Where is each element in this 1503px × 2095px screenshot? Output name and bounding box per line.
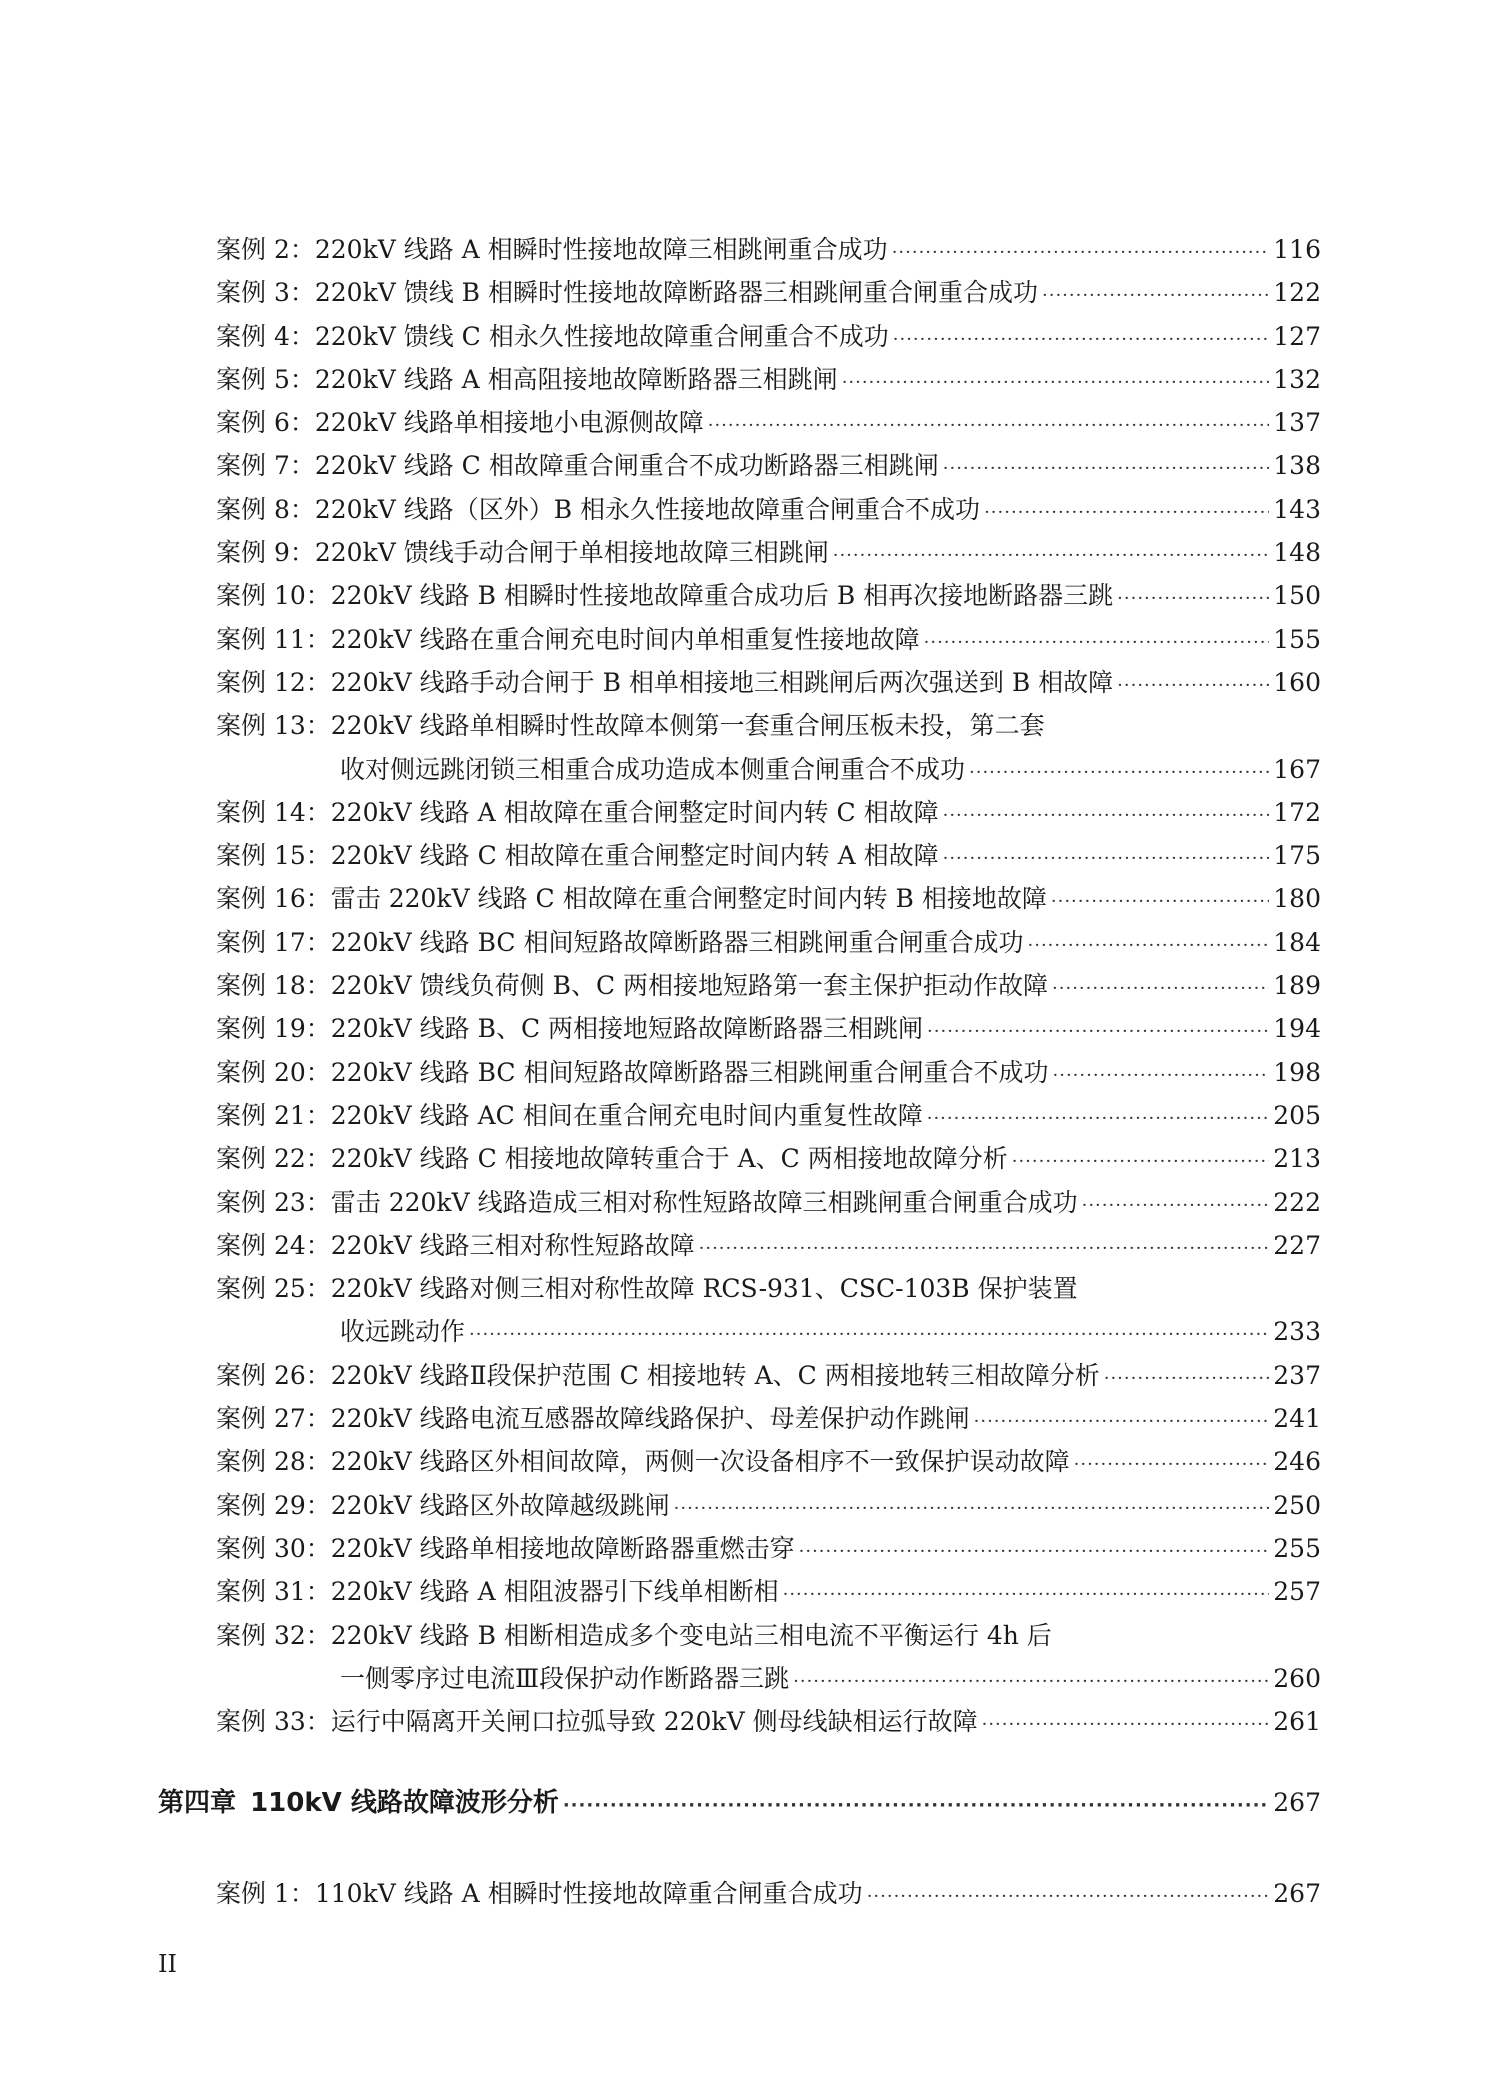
entry-label: 案例 25：	[216, 1274, 331, 1304]
toc-entry[interactable]	[216, 488, 1321, 531]
page-number-footer: II	[158, 1950, 177, 1978]
entry-page-number: 233	[1273, 1317, 1321, 1347]
entry-title: 220kV 线路 B、C 两相接地短路故障断路器三相跳闸	[330, 1014, 924, 1044]
entry-label: 案例 24：	[216, 1230, 331, 1260]
toc-entry[interactable]	[216, 921, 1321, 964]
toc-entry[interactable]	[216, 574, 1321, 617]
toc-entry[interactable]	[216, 358, 1321, 401]
dot-leader	[984, 491, 1269, 534]
entry-page-number: 237	[1273, 1360, 1321, 1390]
entry-label: 案例 6：	[216, 408, 315, 438]
entry-title: 220kV 线路 AC 相间在重合闸充电时间内重复性故障	[330, 1100, 923, 1130]
entry-page-number: 222	[1273, 1187, 1321, 1217]
toc-entry-continuation[interactable]	[216, 1657, 1321, 1700]
entry-label: 案例 12：	[216, 667, 331, 697]
entry-label: 案例 5：	[216, 364, 315, 394]
entry-title: 220kV 线路（区外）B 相永久性接地故障重合闸重合不成功	[314, 494, 981, 524]
entry-label: 案例 15：	[216, 841, 331, 871]
dot-leader	[793, 1660, 1269, 1703]
toc-entry[interactable]	[216, 1354, 1321, 1397]
dot-leader	[799, 1530, 1270, 1573]
dot-leader	[867, 1875, 1270, 1918]
entry-title: 220kV 线路 A 相高阻接地故障断路器三相跳闸	[314, 364, 838, 394]
dot-leader	[1042, 274, 1269, 317]
entry-page-number: 227	[1273, 1230, 1321, 1260]
entry-title: 220kV 线路三相对称性短路故障	[330, 1230, 695, 1260]
toc-entry[interactable]	[216, 1137, 1321, 1180]
dot-leader	[1104, 1357, 1270, 1400]
dot-leader	[924, 621, 1270, 664]
entry-label: 案例 7：	[216, 451, 315, 481]
entry-page-number: 205	[1273, 1100, 1321, 1130]
dot-leader	[1051, 880, 1269, 923]
dot-leader	[1082, 1184, 1270, 1227]
dot-leader	[1052, 967, 1269, 1010]
entry-page-number: 167	[1273, 754, 1321, 784]
entry-label: 案例 4：	[216, 321, 315, 351]
entry-page-number: 148	[1273, 538, 1321, 568]
entry-label: 案例 14：	[216, 797, 331, 827]
entry-title: 220kV 线路在重合闸充电时间内单相重复性接地故障	[330, 624, 920, 654]
entry-label: 案例 31：	[216, 1577, 331, 1607]
dot-leader	[892, 231, 1270, 274]
entry-title: 运行中隔离开关闸口拉弧导致 220kV 侧母线缺相运行故障	[330, 1707, 978, 1737]
entry-label: 案例 33：	[216, 1707, 331, 1737]
entry-title: 220kV 线路区外故障越级跳闸	[330, 1490, 670, 1520]
entry-title: 220kV 线路 A 相故障在重合闸整定时间内转 C 相故障	[330, 797, 939, 827]
toc-entry[interactable]	[216, 401, 1321, 444]
entry-page-number: 155	[1273, 624, 1321, 654]
entry-label: 案例 28：	[216, 1447, 331, 1477]
entry-label: 案例 22：	[216, 1144, 331, 1174]
entry-label: 案例 9：	[216, 538, 315, 568]
dot-leader	[927, 1097, 1270, 1140]
entry-page-number: 257	[1273, 1577, 1321, 1607]
toc-entry[interactable]	[216, 1872, 1321, 1915]
dot-leader	[674, 1487, 1270, 1530]
dot-leader	[708, 404, 1270, 447]
entry-title: 220kV 线路 BC 相间短路故障断路器三相跳闸重合闸重合成功	[330, 927, 1024, 957]
dot-leader	[974, 1400, 1270, 1443]
toc-entry[interactable]	[216, 531, 1321, 574]
dot-leader	[842, 361, 1270, 404]
toc-entry[interactable]	[216, 1181, 1321, 1224]
dot-leader	[943, 794, 1270, 837]
entry-label: 案例 20：	[216, 1057, 331, 1087]
toc-entry[interactable]	[216, 228, 1321, 271]
entry-label: 案例 3：	[216, 278, 315, 308]
entry-label: 案例 8：	[216, 494, 315, 524]
chapter-title: 110kV 线路故障波形分析	[250, 1788, 559, 1818]
dot-leader	[1012, 1140, 1270, 1183]
chapter-toc-list	[216, 1872, 1321, 1915]
entry-title: 220kV 馈线 B 相瞬时性接地故障断路器三相跳闸重合闸重合成功	[314, 278, 1038, 308]
entry-page-number: 189	[1273, 971, 1321, 1001]
entry-title: 220kV 线路单相接地小电源侧故障	[314, 408, 704, 438]
entry-label: 案例 27：	[216, 1404, 331, 1434]
entry-page-number: 132	[1273, 364, 1321, 394]
toc-entry[interactable]	[216, 834, 1321, 877]
entry-title: 220kV 线路 C 相故障在重合闸整定时间内转 A 相故障	[330, 841, 939, 871]
toc-entry[interactable]	[216, 964, 1321, 1007]
entry-label: 案例 32：	[216, 1620, 331, 1650]
entry-label: 案例 21：	[216, 1100, 331, 1130]
dot-leader	[1028, 924, 1270, 967]
entry-title: 雷击 220kV 线路造成三相对称性短路故障三相跳闸重合闸重合成功	[330, 1187, 1078, 1217]
entry-page-number: 194	[1273, 1014, 1321, 1044]
entry-label: 案例 19：	[216, 1014, 331, 1044]
dot-leader	[1117, 577, 1269, 620]
dot-leader	[1117, 664, 1269, 707]
toc-entry[interactable]	[216, 618, 1321, 661]
toc-entry[interactable]	[216, 315, 1321, 358]
entry-page-number: 122	[1273, 278, 1321, 308]
entry-label: 案例 29：	[216, 1490, 331, 1520]
entry-page-number: 267	[1273, 1879, 1321, 1908]
toc-entry[interactable]	[216, 444, 1321, 487]
entry-page-number: 255	[1273, 1533, 1321, 1563]
entry-page-number: 175	[1273, 841, 1321, 871]
chapter-label: 第四章	[158, 1788, 237, 1818]
toc-entry[interactable]	[216, 1397, 1321, 1440]
entry-title: 220kV 线路 C 相故障重合闸重合不成功断路器三相跳闸	[314, 451, 939, 481]
entry-title: 220kV 线路 B 相断相造成多个变电站三相电流不平衡运行 4h 后	[330, 1620, 1052, 1650]
entry-title: 220kV 馈线手动合闸于单相接地故障三相跳闸	[314, 538, 829, 568]
entry-label: 案例 10：	[216, 581, 331, 611]
dot-leader	[982, 1703, 1270, 1746]
entry-label: 案例 11：	[216, 624, 331, 654]
entry-title: 220kV 线路手动合闸于 B 相单相接地三相跳闸后两次强送到 B 相故障	[330, 667, 1114, 697]
entry-label: 案例 30：	[216, 1533, 331, 1563]
toc-list	[216, 228, 1321, 1743]
entry-page-number: 138	[1273, 451, 1321, 481]
entry-page-number: 184	[1273, 927, 1321, 957]
entry-title: 220kV 线路 A 相瞬时性接地故障三相跳闸重合成功	[314, 235, 888, 264]
toc-entry-continuation[interactable]	[216, 748, 1321, 791]
entry-label: 案例 23：	[216, 1187, 331, 1217]
entry-label: 案例 1：	[216, 1879, 315, 1908]
toc-entry-continuation[interactable]	[216, 1310, 1321, 1353]
toc-entry[interactable]	[216, 791, 1321, 834]
entry-page-number: 241	[1273, 1404, 1321, 1434]
entry-page-number: 116	[1273, 235, 1321, 264]
entry-page-number: 143	[1273, 494, 1321, 524]
toc-entry[interactable]	[216, 1440, 1321, 1483]
entry-title: 220kV 线路 A 相阻波器引下线单相断相	[330, 1577, 779, 1607]
entry-label: 案例 16：	[216, 884, 331, 914]
entry-page-number: 198	[1273, 1057, 1321, 1087]
dot-leader	[469, 1313, 1269, 1356]
chapter-heading[interactable]	[158, 1783, 1321, 1826]
toc-entry[interactable]	[216, 1267, 1321, 1310]
entry-title-continuation: 收对侧远跳闭锁三相重合成功造成本侧重合闸重合不成功	[340, 754, 966, 784]
dot-leader	[943, 447, 1270, 490]
toc-entry[interactable]	[216, 877, 1321, 920]
dot-leader	[699, 1227, 1270, 1270]
dot-leader	[1074, 1443, 1270, 1486]
entry-page-number: 260	[1273, 1663, 1321, 1693]
dot-leader	[943, 837, 1270, 880]
toc-entry[interactable]	[216, 1527, 1321, 1570]
entry-page-number: 137	[1273, 408, 1321, 438]
dot-leader	[969, 751, 1269, 794]
toc-entry[interactable]	[216, 1094, 1321, 1137]
entry-page-number: 172	[1273, 797, 1321, 827]
entry-title: 220kV 线路 B 相瞬时性接地故障重合成功后 B 相再次接地断路器三跳	[330, 581, 1114, 611]
toc-entry[interactable]	[216, 271, 1321, 314]
entry-page-number: 261	[1273, 1707, 1321, 1737]
toc-entry[interactable]	[216, 1007, 1321, 1050]
entry-title: 雷击 220kV 线路 C 相故障在重合闸整定时间内转 B 相接地故障	[330, 884, 1047, 914]
entry-title-continuation: 一侧零序过电流Ⅲ段保护动作断路器三跳	[340, 1663, 790, 1693]
toc-entry[interactable]	[216, 1700, 1321, 1743]
entry-label: 案例 2：	[216, 235, 315, 264]
toc-entry[interactable]	[216, 704, 1321, 747]
toc-entry[interactable]	[216, 1484, 1321, 1527]
entry-page-number: 250	[1273, 1490, 1321, 1520]
toc-entry[interactable]	[216, 1224, 1321, 1267]
entry-label: 案例 17：	[216, 927, 331, 957]
entry-title: 220kV 线路区外相间故障，两侧一次设备相序不一致保护误动故障	[330, 1447, 1070, 1477]
entry-page-number: 127	[1273, 321, 1321, 351]
entry-title: 220kV 线路Ⅱ段保护范围 C 相接地转 A、C 两相接地转三相故障分析	[330, 1360, 1100, 1390]
entry-title: 110kV 线路 A 相瞬时性接地故障重合闸重合成功	[314, 1879, 863, 1908]
entry-label: 案例 18：	[216, 971, 331, 1001]
entry-title: 220kV 线路对侧三相对称性故障 RCS-931、CSC-103B 保护装置	[330, 1274, 1078, 1304]
entry-title: 220kV 线路 BC 相间短路故障断路器三相跳闸重合闸重合不成功	[330, 1057, 1049, 1087]
toc-entry[interactable]	[216, 661, 1321, 704]
dot-leader	[927, 1010, 1269, 1053]
dot-leader	[783, 1573, 1270, 1616]
dot-leader	[893, 318, 1270, 361]
toc-entry[interactable]	[216, 1570, 1321, 1613]
dot-leader	[833, 534, 1270, 577]
entry-label: 案例 26：	[216, 1360, 331, 1390]
entry-page-number: 213	[1273, 1144, 1321, 1174]
entry-page-number: 160	[1273, 667, 1321, 697]
entry-page-number: 246	[1273, 1447, 1321, 1477]
entry-page-number: 180	[1273, 884, 1321, 914]
entry-label: 案例 13：	[216, 711, 331, 741]
entry-title: 220kV 馈线 C 相永久性接地故障重合闸重合不成功	[314, 321, 889, 351]
entry-title: 220kV 线路单相瞬时性故障本侧第一套重合闸压板未投，第二套	[330, 711, 1045, 741]
entry-title-continuation: 收远跳动作	[340, 1317, 466, 1347]
entry-title: 220kV 线路电流互感器故障线路保护、母差保护动作跳闸	[330, 1404, 970, 1434]
dot-leader	[1053, 1054, 1270, 1097]
chapter-page-number: 267	[1273, 1788, 1321, 1817]
entry-title: 220kV 线路单相接地故障断路器重燃击穿	[330, 1533, 795, 1563]
toc-entry[interactable]	[216, 1051, 1321, 1094]
dot-leader	[563, 1786, 1269, 1826]
entry-title: 220kV 线路 C 相接地故障转重合于 A、C 两相接地故障分析	[330, 1144, 1008, 1174]
toc-entry[interactable]	[216, 1614, 1321, 1657]
entry-title: 220kV 馈线负荷侧 B、C 两相接地短路第一套主保护拒动作故障	[330, 971, 1049, 1001]
entry-page-number: 150	[1273, 581, 1321, 611]
